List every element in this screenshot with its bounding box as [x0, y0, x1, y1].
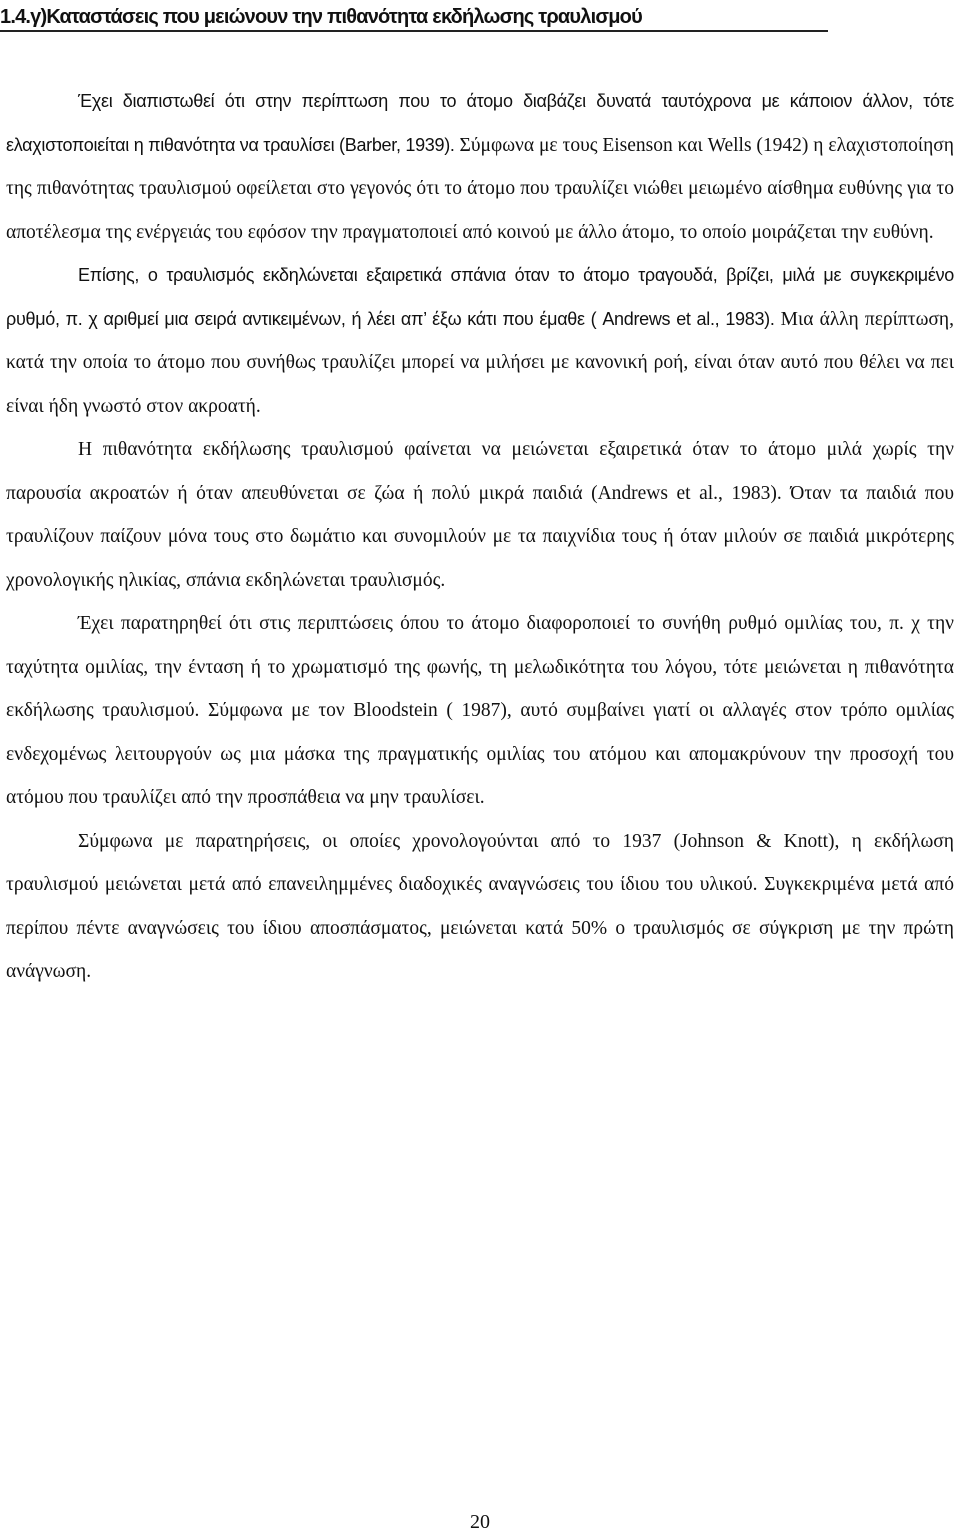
paragraph-3: [6, 428, 954, 602]
paragraph-2: [6, 254, 954, 428]
paragraph-1: [6, 80, 954, 254]
paragraph-5-text: Σύμφωνα με παρατηρήσεις, οι οποίες χρονολογούνται από το 1937 (Johnson & Knott), η εκδήλωση τραυλισμού μειώνεται μετά από επανειλημμένες διαδοχικές αναγνώσεις του ίδιου του υλικού. Συγκεκριμένα μετά από περίπου πέντε αναγνώσεις του ίδιου αποσπάσματος, μειώνεται κατά 50% ο τραυλισμός σε σύγκριση με την πρώτη ανάγνωση.: [6, 830, 954, 982]
paragraph-4-text: Έχει παρατηρηθεί ότι στις περιπτώσεις όπου το άτομο διαφοροποιεί το συνήθη ρυθμό ομιλίας του, π. χ την ταχύτητα ομιλίας, την ένταση ή το χρωματισμό της φωνής, τη μελωδικότητα του λόγου, τότε μειώνεται η πιθανότητα εκδήλωσης τραυλισμού. Σύμφωνα με τον Bloodstein ( 1987), αυτό συμβαίνει γιατί οι αλλαγές στον τρόπο ομιλίας ενδεχομένως λειτουργούν ως μια μάσκα της πραγματικής ομιλίας του ατόμου και απομακρύνουν την προσοχή του ατόμου που τραυλίζει από την προσπάθεια να μην τραυλίσει.: [6, 613, 954, 808]
paragraph-1-serif-part: Σύμφωνα με τους Eisenson και Wells (1942) η ελαχιστοποίηση της πιθανότητας τραυλισμού οφείλεται στο γεγονός ότι το άτομο που τραυλίζει νιώθει μειωμένο αίσθημα ευθύνης για το αποτέλεσμα της ενέργειάς του εφόσον την πραγματοποιεί από κοινού με άλλο άτομο, το οποίο μοιράζεται την ευθύνη.: [6, 134, 954, 243]
paragraph-2-serif-part: Μια άλλη περίπτωση, κατά την οποία το άτομο που συνήθως τραυλίζει μπορεί να μιλήσει με κανονική ροή, είναι όταν αυτό που θέλει να πει είναι ήδη γνωστό στον ακροατή.: [6, 308, 954, 417]
section-heading: 1.4.γ)Καταστάσεις που μειώνουν την πιθανότητα εκδήλωσης τραυλισμού: [0, 6, 642, 28]
heading-underline: [0, 30, 828, 32]
paragraph-2-sans-part: Επίσης, ο τραυλισμός εκδηλώνεται εξαιρετικά σπάνια όταν το άτομο τραγουδά, βρίζει, μιλά με συγκεκριμένο ρυθμό, π. χ αριθμεί μια σειρά αντικειμένων, ή λέει απ’ έξω κάτι που έμαθε ( Andrews et al., 1983).: [6, 265, 954, 329]
page-number: 20: [470, 1511, 490, 1533]
paragraph-1-sans-part: Έχει διαπιστωθεί ότι στην περίπτωση που το άτομο διαβάζει δυνατά ταυτόχρονα με κάποιον άλλον, τότε ελαχιστοποιείται η πιθανότητα να τραυλίσει (Barber, 1939).: [6, 91, 954, 155]
paragraph-5: [6, 820, 954, 994]
body-text: [6, 80, 954, 994]
paragraph-4: [6, 602, 954, 820]
paragraph-3-text: Η πιθανότητα εκδήλωσης τραυλισμού φαίνεται να μειώνεται εξαιρετικά όταν το άτομο μιλά χωρίς την παρουσία ακροατών ή όταν απευθύνεται σε ζώα ή πολύ μικρά παιδιά (Andrews et al., 1983). Όταν τα παιδιά που τραυλίζουν παίζουν μόνα τους στο δωμάτιο και συνομιλούν με τα παιχνίδια τους ή όταν μιλούν σε παιδιά μικρότερης χρονολογικής ηλικίας, σπάνια εκδηλώνεται τραυλισμός.: [6, 439, 954, 591]
